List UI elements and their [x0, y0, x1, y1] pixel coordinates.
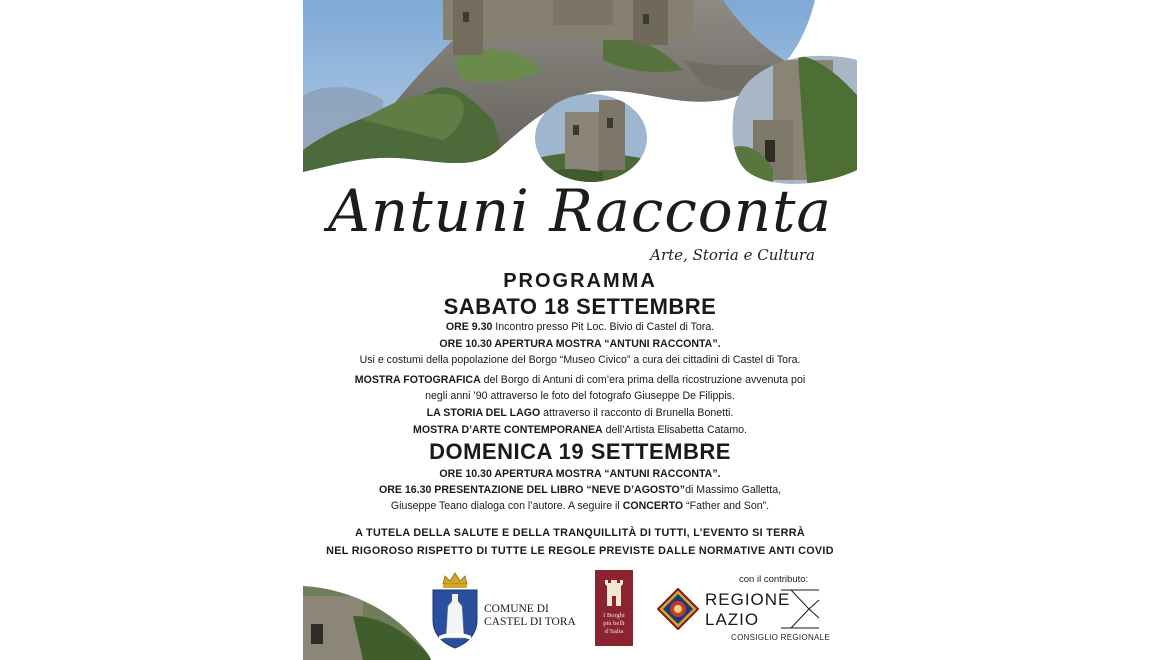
sunday-line-1: ORE 10.30 APERTURA MOSTRA “ANTUNI RACCONTA”. [439, 468, 721, 480]
saturday-line-6: LA STORIA DEL LAGO attraverso il racconto di Brunella Bonetti. [426, 407, 734, 419]
saturday-line-4: MOSTRA FOTOGRAFICA del Borgo di Antuni di com’era prima della ricostruzione avvenuta poi [354, 374, 806, 386]
event-subtitle: Arte, Storia e Cultura [650, 246, 815, 264]
sponsor-footer [303, 566, 857, 660]
sunday-heading: DOMENICA 19 SETTEMBRE [429, 439, 731, 464]
consiglio-label: CONSIGLIO REGIONALE [731, 633, 831, 642]
covid-notice-line-1: A TUTELA DELLA SALUTE E DELLA TRANQUILLITÀ DI TUTTI, L’EVENTO SI TERRÀ [355, 527, 805, 539]
borghi-line-1: I Borghi [603, 612, 625, 619]
borghi-logo [595, 570, 633, 646]
sunday-line-2: ORE 16.30 PRESENTAZIONE DEL LIBRO “NEVE D’AGOSTO”di Massimo Galletta, [378, 484, 782, 496]
regione-lazio-emblem-icon [657, 588, 699, 630]
saturday-line-3: Usi e costumi della popolazione del Borgo “Museo Civico” a cura dei cittadini di Castel di Tora. [359, 354, 801, 366]
event-title: Antuni Racconta [328, 177, 832, 245]
saturday-heading: SABATO 18 SETTEMBRE [443, 294, 717, 319]
regione-label: REGIONE [705, 590, 791, 609]
sunday-line-3: Giuseppe Teano dialoga con l’autore. A seguire il CONCERTO “Father and Son”. [390, 500, 770, 512]
lazio-label: LAZIO [705, 610, 760, 629]
regione-lines-decoration [781, 588, 821, 630]
saturday-line-7: MOSTRA D’ARTE CONTEMPORANEA dell’Artista Elisabetta Catamo. [413, 424, 747, 436]
borghi-line-2: più belli [603, 620, 625, 627]
comune-name: COMUNE DI CASTEL DI TORA [484, 603, 576, 628]
tower-icon [602, 580, 626, 606]
saturday-line-2: ORE 10.30 APERTURA MOSTRA “ANTUNI RACCONTA”. [439, 338, 721, 350]
borghi-line-3: d’Italia [604, 628, 624, 635]
castle-hero-image [303, 0, 857, 190]
saturday-line-1: ORE 9.30 Incontro presso Pit Loc. Bivio di Castel di Tora. [445, 321, 715, 333]
saturday-line-5: negli anni ’90 attraverso le foto del fotografo Giuseppe De Filippis. [425, 390, 735, 402]
comune-crest-icon [429, 570, 481, 650]
event-poster [303, 0, 857, 660]
contributo-label: con il contributo: [739, 574, 809, 585]
programma-heading: PROGRAMMA [503, 270, 657, 292]
covid-notice-line-2: NEL RIGOROSO RISPETTO DI TUTTE LE REGOLE PREVISTE DALLE NORMATIVE ANTI COVID [326, 545, 834, 557]
ruins-corner-image [303, 586, 433, 660]
